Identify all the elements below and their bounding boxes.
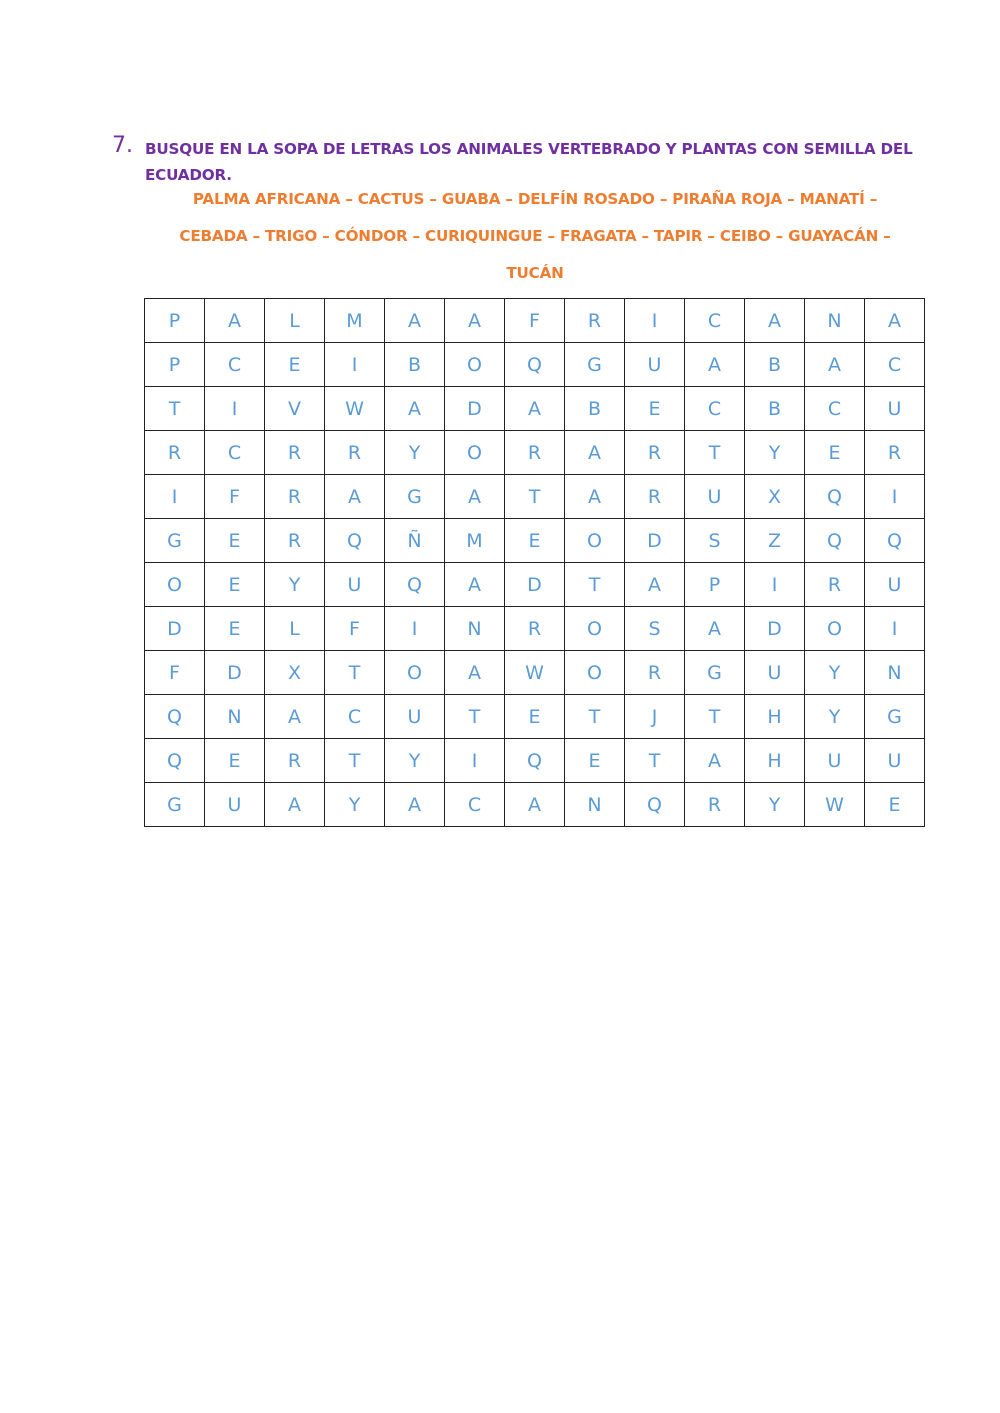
grid-cell[interactable]: C [865,343,925,387]
grid-cell[interactable]: R [325,431,385,475]
grid-cell[interactable]: D [745,607,805,651]
grid-cell[interactable]: R [865,431,925,475]
grid-cell[interactable]: R [145,431,205,475]
grid-row [145,343,925,387]
grid-cell[interactable]: U [865,563,925,607]
grid-cell[interactable]: E [205,563,265,607]
grid-cell[interactable]: A [385,783,445,827]
grid-cell[interactable]: F [325,607,385,651]
grid-cell[interactable]: I [865,475,925,519]
grid-cell[interactable]: I [205,387,265,431]
grid-cell[interactable]: O [145,563,205,607]
grid-row [145,607,925,651]
grid-row [145,695,925,739]
grid-cell[interactable]: I [145,475,205,519]
grid-cell[interactable]: A [685,607,745,651]
grid-cell[interactable]: A [205,299,265,343]
grid-cell[interactable]: I [865,607,925,651]
grid-cell[interactable]: Q [625,783,685,827]
grid-cell[interactable]: U [325,563,385,607]
grid-cell[interactable]: I [745,563,805,607]
grid-cell[interactable]: A [565,431,625,475]
grid-cell[interactable]: A [445,651,505,695]
grid-cell[interactable]: D [205,651,265,695]
grid-cell[interactable]: T [325,651,385,695]
grid-cell[interactable]: W [505,651,565,695]
grid-cell[interactable]: Q [505,739,565,783]
grid-cell[interactable]: R [505,431,565,475]
word-list [140,181,930,292]
grid-cell[interactable]: P [145,343,205,387]
grid-cell[interactable]: O [565,519,625,563]
grid-cell[interactable]: P [685,563,745,607]
grid-cell[interactable]: E [205,519,265,563]
grid-cell[interactable]: Y [385,431,445,475]
grid-cell[interactable]: B [385,343,445,387]
grid-cell[interactable]: N [205,695,265,739]
grid-cell[interactable]: I [625,299,685,343]
grid-cell[interactable]: R [625,431,685,475]
grid-cell[interactable]: T [625,739,685,783]
grid-cell[interactable]: A [505,783,565,827]
grid-cell[interactable]: Ñ [385,519,445,563]
grid-cell[interactable]: E [865,783,925,827]
grid-cell[interactable]: Q [805,519,865,563]
grid-cell[interactable]: S [625,607,685,651]
grid-cell[interactable]: A [445,299,505,343]
grid-cell[interactable]: C [685,387,745,431]
question-number: 7. [112,133,133,158]
grid-cell[interactable]: E [205,607,265,651]
grid-cell[interactable]: E [265,343,325,387]
word-search-grid [144,298,925,827]
word-list-line: TUCÁN [506,264,564,282]
grid-cell[interactable]: Q [325,519,385,563]
grid-cell[interactable]: O [565,607,625,651]
grid-cell[interactable]: O [565,651,625,695]
grid-cell[interactable]: W [325,387,385,431]
grid-cell[interactable]: O [445,431,505,475]
grid-cell[interactable]: A [745,299,805,343]
grid-cell[interactable]: H [745,739,805,783]
grid-cell[interactable]: U [865,387,925,431]
grid-cell[interactable]: V [265,387,325,431]
grid-cell[interactable]: A [265,783,325,827]
grid-cell[interactable]: E [505,695,565,739]
grid-cell[interactable]: S [685,519,745,563]
grid-cell[interactable]: Q [145,695,205,739]
grid-cell[interactable]: T [325,739,385,783]
grid-cell[interactable]: I [325,343,385,387]
grid-cell[interactable]: F [205,475,265,519]
grid-cell[interactable]: E [805,431,865,475]
grid-cell[interactable]: X [745,475,805,519]
grid-cell[interactable]: D [145,607,205,651]
grid-row [145,739,925,783]
grid-row [145,563,925,607]
grid-cell[interactable]: D [505,563,565,607]
grid-cell[interactable]: Y [805,651,865,695]
grid-cell[interactable]: D [625,519,685,563]
grid-cell[interactable]: N [565,783,625,827]
grid-cell[interactable]: Q [505,343,565,387]
grid-cell[interactable]: Y [385,739,445,783]
grid-cell[interactable]: A [445,475,505,519]
grid-cell[interactable]: G [145,519,205,563]
grid-cell[interactable]: Y [325,783,385,827]
grid-cell[interactable]: N [865,651,925,695]
grid-cell[interactable]: A [565,475,625,519]
grid-cell[interactable]: R [505,607,565,651]
grid-cell[interactable]: J [625,695,685,739]
grid-cell[interactable]: T [145,387,205,431]
grid-cell[interactable]: H [745,695,805,739]
grid-cell[interactable]: R [265,431,325,475]
grid-cell[interactable]: M [325,299,385,343]
grid-cell[interactable]: O [385,651,445,695]
grid-cell[interactable]: Q [145,739,205,783]
grid-cell[interactable]: U [385,695,445,739]
grid-cell[interactable]: A [385,299,445,343]
grid-cell[interactable]: C [445,783,505,827]
grid-cell[interactable]: R [265,475,325,519]
grid-row [145,299,925,343]
grid-cell[interactable]: A [865,299,925,343]
grid-cell[interactable]: B [565,387,625,431]
grid-cell[interactable]: A [685,739,745,783]
grid-cell[interactable]: Y [805,695,865,739]
grid-cell[interactable]: O [445,343,505,387]
grid-row [145,475,925,519]
grid-cell[interactable]: A [265,695,325,739]
grid-cell[interactable]: R [625,651,685,695]
grid-cell[interactable]: X [265,651,325,695]
grid-cell[interactable]: G [685,651,745,695]
grid-cell[interactable]: F [145,651,205,695]
grid-cell[interactable]: A [625,563,685,607]
grid-cell[interactable]: L [265,607,325,651]
question-instruction: BUSQUE EN LA SOPA DE LETRAS LOS ANIMALES VERTEBRADO Y PLANTAS CON SEMILLA DEL ECUADOR. [145,140,913,184]
grid-cell[interactable]: U [685,475,745,519]
grid-cell[interactable]: F [505,299,565,343]
grid-cell[interactable]: A [685,343,745,387]
grid-cell[interactable]: A [325,475,385,519]
grid-row [145,651,925,695]
grid-cell[interactable]: U [865,739,925,783]
grid-cell[interactable]: C [685,299,745,343]
grid-cell[interactable]: R [685,783,745,827]
grid-cell[interactable]: Q [805,475,865,519]
grid-cell[interactable]: U [205,783,265,827]
grid-row [145,519,925,563]
grid-cell[interactable]: U [625,343,685,387]
grid-cell[interactable]: C [205,431,265,475]
grid-cell[interactable]: N [805,299,865,343]
grid-cell[interactable]: T [565,695,625,739]
grid-cell[interactable]: O [805,607,865,651]
grid-cell[interactable]: U [805,739,865,783]
grid-row [145,783,925,827]
grid-cell[interactable]: T [505,475,565,519]
grid-cell[interactable]: W [805,783,865,827]
grid-cell[interactable]: C [205,343,265,387]
grid-cell[interactable]: B [745,343,805,387]
grid-cell[interactable]: R [625,475,685,519]
grid-row [145,387,925,431]
grid-cell[interactable]: Q [385,563,445,607]
grid-cell[interactable]: G [385,475,445,519]
grid-cell[interactable]: L [265,299,325,343]
grid-cell[interactable]: Y [745,431,805,475]
grid-cell[interactable]: A [445,563,505,607]
grid-cell[interactable]: U [745,651,805,695]
grid-cell[interactable]: Z [745,519,805,563]
grid-cell[interactable]: A [805,343,865,387]
grid-cell[interactable]: E [505,519,565,563]
grid-cell[interactable]: E [205,739,265,783]
grid-row [145,431,925,475]
grid-cell[interactable]: R [565,299,625,343]
grid-cell[interactable]: Q [865,519,925,563]
grid-cell[interactable]: A [385,387,445,431]
grid-cell[interactable]: I [385,607,445,651]
grid-cell[interactable]: A [505,387,565,431]
grid-cell[interactable]: T [685,695,745,739]
grid-cell[interactable]: E [625,387,685,431]
grid-cell[interactable]: T [445,695,505,739]
grid-cell[interactable]: Y [745,783,805,827]
grid-cell[interactable]: P [145,299,205,343]
grid-cell[interactable]: G [145,783,205,827]
grid-cell[interactable]: R [265,519,325,563]
grid-cell[interactable]: M [445,519,505,563]
grid-cell[interactable]: G [565,343,625,387]
grid-cell[interactable]: G [865,695,925,739]
grid-cell[interactable]: T [685,431,745,475]
grid-cell[interactable]: Y [265,563,325,607]
grid-cell[interactable]: B [745,387,805,431]
word-list-line: CEBADA – TRIGO – CÓNDOR – CURIQUINGUE – FRAGATA – TAPIR – CEIBO – GUAYACÁN – [179,227,891,245]
grid-cell[interactable]: R [805,563,865,607]
grid-cell[interactable]: I [445,739,505,783]
grid-cell[interactable]: N [445,607,505,651]
grid-cell[interactable]: D [445,387,505,431]
grid-cell[interactable]: E [565,739,625,783]
grid-cell[interactable]: C [325,695,385,739]
grid-cell[interactable]: R [265,739,325,783]
grid-cell[interactable]: C [805,387,865,431]
word-list-line: PALMA AFRICANA – CACTUS – GUABA – DELFÍN ROSADO – PIRAÑA ROJA – MANATÍ – [192,190,878,208]
grid-cell[interactable]: T [565,563,625,607]
